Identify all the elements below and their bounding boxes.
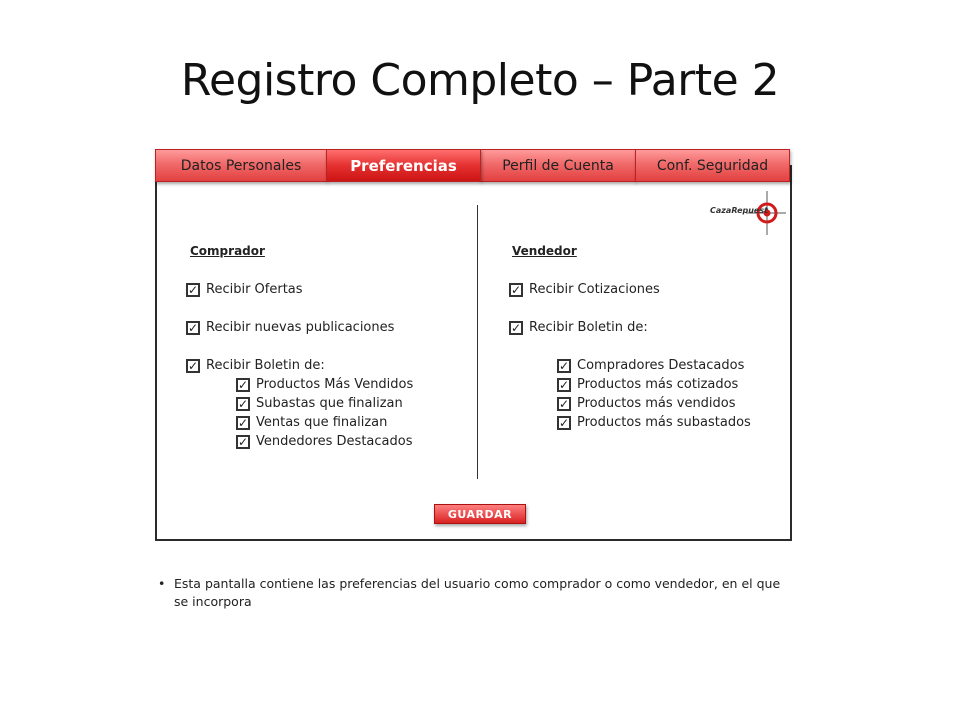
cazarepuestos-logo	[710, 189, 786, 237]
checkbox-checked[interactable]: ✓	[187, 320, 199, 335]
tab-perfil-de-cuenta[interactable]: Perfil de Cuenta	[480, 149, 636, 182]
boletin-ventas-que-finalizan[interactable]	[236, 415, 387, 430]
boletin-productos-mas-vendidos-vendedor[interactable]	[557, 396, 736, 411]
option-label: Recibir nuevas publicaciones	[206, 320, 395, 335]
checkbox-checked[interactable]: ✓	[237, 415, 249, 430]
option-recibir-boletin-comprador[interactable]	[186, 358, 325, 373]
checkbox-checked[interactable]: ✓	[187, 282, 199, 297]
option-label: Recibir Cotizaciones	[529, 282, 660, 297]
option-label: Recibir Boletin de:	[529, 320, 648, 335]
option-label: Subastas que finalizan	[256, 396, 403, 411]
tab-preferencias[interactable]: Preferencias	[326, 149, 481, 182]
preferences-panel	[155, 165, 792, 541]
tab-conf-seguridad[interactable]: Conf. Seguridad	[635, 149, 790, 182]
checkbox-checked[interactable]: ✓	[510, 320, 522, 335]
checkbox-checked[interactable]: ✓	[558, 358, 570, 373]
page-title: Registro Completo – Parte 2	[180, 55, 780, 106]
checkbox-checked[interactable]: ✓	[187, 358, 199, 373]
option-recibir-ofertas[interactable]	[186, 282, 303, 297]
vendedor-heading: Vendedor	[512, 244, 577, 258]
boletin-subastas-que-finalizan[interactable]	[236, 396, 403, 411]
option-label: Productos más cotizados	[577, 377, 739, 392]
logo-text: CazaRepuest	[710, 206, 768, 215]
boletin-productos-mas-vendidos[interactable]	[236, 377, 413, 392]
option-label: Productos Más Vendidos	[256, 377, 414, 392]
option-label: Productos más subastados	[577, 415, 751, 430]
option-label: Recibir Boletin de:	[206, 358, 325, 373]
option-label: Productos más vendidos	[577, 396, 736, 411]
option-label: Recibir Ofertas	[206, 282, 303, 297]
checkbox-checked[interactable]: ✓	[237, 377, 249, 392]
option-recibir-cotizaciones[interactable]	[509, 282, 660, 297]
checkbox-checked[interactable]: ✓	[558, 396, 570, 411]
column-divider	[477, 205, 478, 479]
option-recibir-boletin-vendedor[interactable]	[509, 320, 648, 335]
option-recibir-nuevas-publicaciones[interactable]	[186, 320, 394, 335]
description-note	[158, 575, 798, 611]
checkbox-checked[interactable]: ✓	[558, 415, 570, 430]
guardar-button[interactable]: GUARDAR	[434, 504, 526, 524]
note-text: Esta pantalla contiene las preferencias del usuario como comprador o como vendedor, en el que se incorpora	[174, 576, 781, 609]
boletin-vendedores-destacados[interactable]	[236, 434, 412, 449]
tab-datos-personales[interactable]: Datos Personales	[155, 149, 327, 182]
checkbox-checked[interactable]: ✓	[237, 434, 249, 449]
checkbox-checked[interactable]: ✓	[510, 282, 522, 297]
boletin-compradores-destacados[interactable]	[557, 358, 744, 373]
comprador-heading: Comprador	[190, 244, 265, 258]
option-label: Compradores Destacados	[577, 358, 745, 373]
boletin-productos-mas-subastados[interactable]	[557, 415, 751, 430]
option-label: Ventas que finalizan	[256, 415, 388, 430]
option-label: Vendedores Destacados	[256, 434, 413, 449]
bullet: •	[158, 576, 166, 591]
boletin-productos-mas-cotizados[interactable]	[557, 377, 738, 392]
checkbox-checked[interactable]: ✓	[237, 396, 249, 411]
checkbox-checked[interactable]: ✓	[558, 377, 570, 392]
